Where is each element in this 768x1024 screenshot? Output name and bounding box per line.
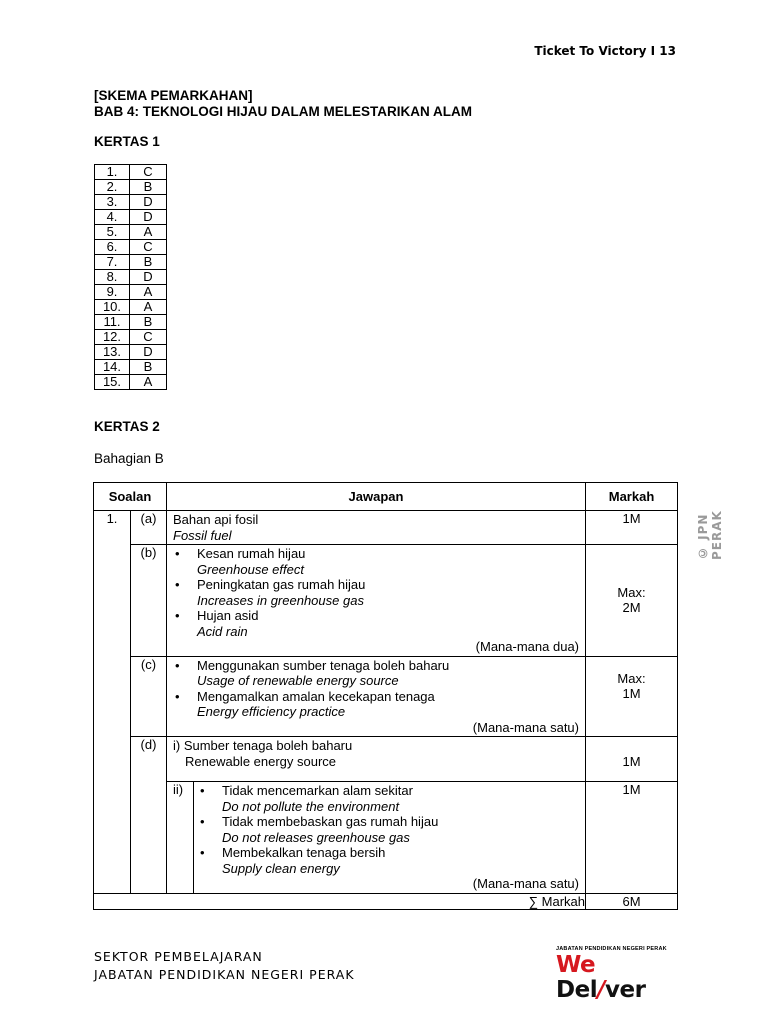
section-label: Bahagian B (94, 451, 164, 466)
list-item (198, 783, 585, 814)
answer-row (95, 255, 167, 270)
answer-number: 4. (95, 210, 130, 225)
answer-letter: C (130, 165, 167, 180)
logo-del: Del (556, 977, 598, 1003)
list-item (173, 546, 585, 577)
logo-small-text: JABATAN PENDIDIKAN NEGERI PERAK (556, 946, 667, 952)
label-b: (b) (131, 545, 167, 657)
list-item (173, 577, 585, 608)
list-item (173, 608, 585, 639)
item-ms: • Kesan rumah hijau (197, 546, 306, 561)
label-d: (d) (131, 737, 167, 894)
total-mark: 6M (586, 893, 678, 910)
item-en: Do not pollute the environment (222, 798, 400, 814)
answer-letter: B (130, 360, 167, 375)
mark-b-line1: Max: (617, 584, 646, 600)
mark-c (586, 656, 678, 737)
mark-a: 1M (586, 511, 678, 545)
item-en: Usage of renewable energy source (197, 673, 399, 688)
answer-row (95, 315, 167, 330)
answer-d-i-en: Renewable energy source (185, 753, 337, 769)
label-c: (c) (131, 656, 167, 737)
answer-number: 6. (95, 240, 130, 255)
item-ms: • Mengamalkan amalan kecekapan tenaga (197, 688, 435, 704)
answer-number: 13. (95, 345, 130, 360)
item-en: Greenhouse effect (197, 561, 304, 577)
answer-number: 10. (95, 300, 130, 315)
row-c (94, 656, 678, 737)
label-d-ii: ii) (167, 782, 194, 893)
header-jawapan: Jawapan (167, 483, 586, 511)
answer-letter: A (130, 375, 167, 390)
answer-b-list (173, 546, 585, 639)
item-ms: • Membekalkan tenaga bersih (222, 845, 386, 860)
header-soalan: Soalan (94, 483, 167, 511)
mark-d-i: 1M (586, 737, 678, 782)
answer-row (95, 195, 167, 210)
answer-row (95, 360, 167, 375)
footer-line-2: JABATAN PENDIDIKAN NEGERI PERAK (94, 967, 355, 982)
answer-letter: B (130, 180, 167, 195)
answer-number: 3. (95, 195, 130, 210)
row-a (94, 511, 678, 545)
answer-row (95, 375, 167, 390)
list-item (198, 814, 585, 845)
answer-d-i-ms: i) Sumber tenaga boleh baharu (173, 738, 353, 753)
answer-number: 12. (95, 330, 130, 345)
answer-letter: A (130, 225, 167, 240)
item-ms: • Peningkatan gas rumah hijau (197, 577, 366, 592)
mark-c-line1: Max: (617, 670, 646, 686)
answer-a-en: Fossil fuel (173, 527, 232, 543)
row-d-ii (94, 782, 678, 894)
logo-we: We (556, 952, 596, 978)
answer-number: 9. (95, 285, 130, 300)
answer-letter: D (130, 345, 167, 360)
answer-row (95, 330, 167, 345)
answer-number: 7. (95, 255, 130, 270)
answer-number: 8. (95, 270, 130, 285)
mark-b (586, 545, 678, 657)
answer-number: 11. (95, 315, 130, 330)
answer-row (95, 240, 167, 255)
answers-table (94, 164, 167, 390)
item-en: Acid rain (197, 623, 248, 639)
title-line-2: BAB 4: TEKNOLOGI HIJAU DALAM MELESTARIKAN ALAM (94, 104, 472, 119)
logo-slash: / (597, 977, 605, 1003)
item-en: Supply clean energy (222, 860, 340, 876)
footer-line-1: SEKTOR PEMBELAJARAN (94, 949, 263, 964)
item-ms: • Tidak membebaskan gas rumah hijau (222, 814, 439, 829)
row-total (94, 893, 678, 910)
note-c: (Mana-mana satu) (472, 719, 579, 735)
kertas1-heading: KERTAS 1 (94, 134, 160, 149)
list-item (173, 658, 585, 689)
item-en: Do not releases greenhouse gas (222, 829, 410, 845)
answer-d-ii-content (194, 782, 585, 893)
answer-row (95, 345, 167, 360)
answer-number: 14. (95, 360, 130, 375)
list-item (173, 689, 585, 720)
answer-number: 15. (95, 375, 130, 390)
note-b: (Mana-mana dua) (475, 639, 579, 654)
row-d-i (94, 737, 678, 782)
answer-number: 2. (95, 180, 130, 195)
answer-letter: A (130, 300, 167, 315)
answer-d-ii-list (198, 783, 585, 876)
answer-letter: C (130, 330, 167, 345)
answer-a (167, 511, 586, 545)
item-en: Increases in greenhouse gas (197, 592, 364, 608)
mark-b-line2: 2M (622, 600, 641, 616)
answer-row (95, 165, 167, 180)
list-item (198, 845, 585, 876)
note-d-ii: (Mana-mana satu) (472, 876, 579, 891)
row-b (94, 545, 678, 657)
answer-row (95, 270, 167, 285)
answer-row (95, 180, 167, 195)
answer-d-i (167, 737, 586, 782)
answer-number: 5. (95, 225, 130, 240)
title-block (94, 88, 472, 120)
label-a: (a) (131, 511, 167, 545)
footer-text (94, 948, 355, 984)
total-label: ∑ Markah (94, 893, 586, 910)
table-header-row (94, 483, 678, 511)
answer-row (95, 285, 167, 300)
title-line-1: [SKEMA PEMARKAHAN] (94, 88, 253, 103)
mark-c-line2: 1M (622, 686, 641, 701)
answer-row (95, 300, 167, 315)
answer-row (95, 225, 167, 240)
item-ms: • Tidak mencemarkan alam sekitar (222, 783, 413, 798)
item-ms: • Menggunakan sumber tenaga boleh baharu (197, 657, 450, 673)
answer-letter: D (130, 210, 167, 225)
kertas2-heading: KERTAS 2 (94, 419, 160, 434)
mark-d-ii: 1M (586, 782, 678, 894)
answer-b (167, 545, 586, 657)
logo-ver: ver (604, 977, 646, 1003)
question-number: 1. (94, 511, 131, 894)
answer-letter: D (130, 270, 167, 285)
header-markah: Markah (586, 483, 678, 511)
page-label: Ticket To Victory I 13 (534, 44, 676, 58)
answer-row (95, 210, 167, 225)
item-en: Energy efficiency practice (197, 704, 346, 719)
answer-letter: C (130, 240, 167, 255)
watermark: © JPN PERAK (696, 510, 724, 560)
answer-a-ms: Bahan api fosil (173, 512, 259, 527)
answer-letter: D (130, 195, 167, 210)
answer-c (167, 656, 586, 737)
we-deliver-logo (556, 946, 684, 1003)
answer-letter: B (130, 255, 167, 270)
answer-letter: B (130, 315, 167, 330)
item-ms: • Hujan asid (197, 608, 259, 623)
answer-d-ii (167, 782, 586, 894)
answer-letter: A (130, 285, 167, 300)
answer-c-list (173, 658, 585, 720)
marking-table (93, 482, 678, 910)
answer-number: 1. (95, 165, 130, 180)
